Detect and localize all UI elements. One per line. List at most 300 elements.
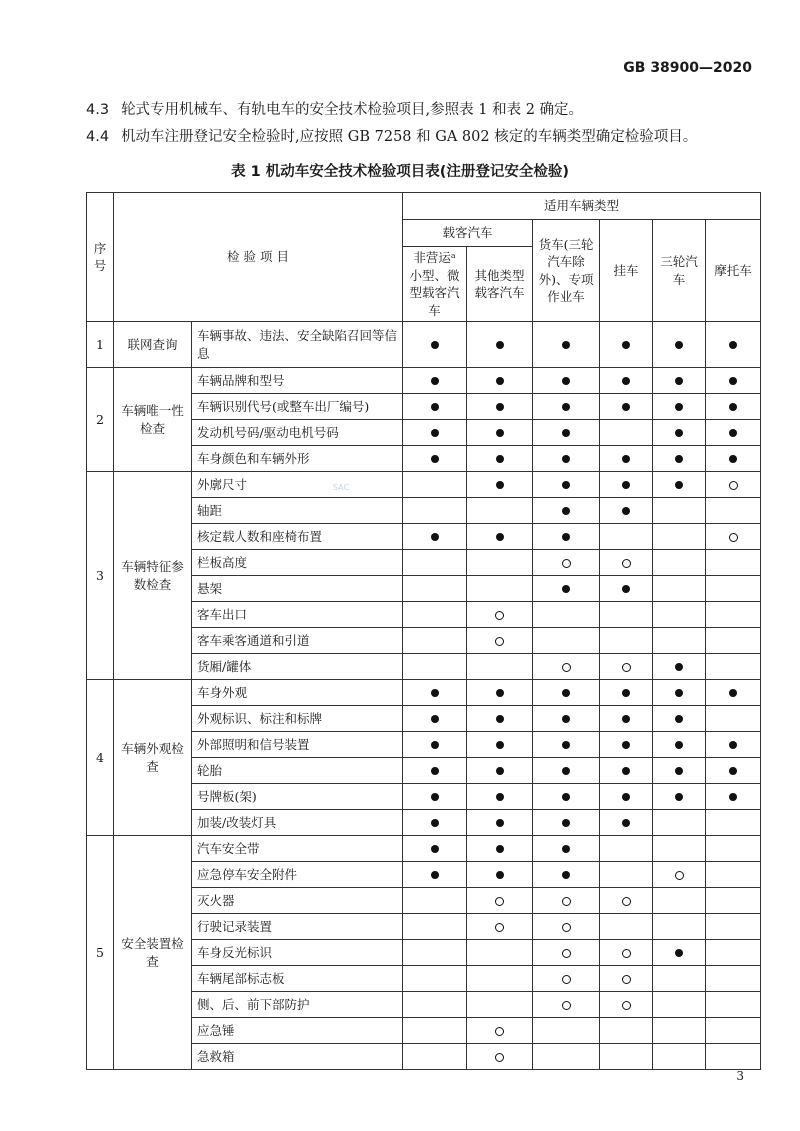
filled-dot-icon: [675, 403, 683, 411]
item-cell: 急救箱: [192, 1044, 403, 1070]
filled-dot-icon: [622, 455, 630, 463]
mark-cell: [403, 368, 467, 394]
filled-dot-icon: [496, 767, 504, 775]
mark-cell: [403, 992, 467, 1018]
filled-dot-icon: [622, 507, 630, 515]
mark-cell: [600, 1044, 653, 1070]
filled-dot-icon: [562, 341, 570, 349]
mark-cell: [706, 810, 761, 836]
filled-dot-icon: [496, 403, 504, 411]
filled-dot-icon: [431, 455, 439, 463]
mark-cell: [600, 732, 653, 758]
col-header-trailer: 挂车: [600, 220, 653, 322]
mark-cell: [467, 576, 533, 602]
group-name-cell: 车辆特征参数检查: [114, 472, 192, 680]
filled-dot-icon: [729, 741, 737, 749]
mark-cell: [467, 680, 533, 706]
item-cell: 行驶记录装置: [192, 914, 403, 940]
group-name-cell: 车辆外观检查: [114, 680, 192, 836]
filled-dot-icon: [562, 585, 570, 593]
col-header-truck: 货车(三轮汽车除外)、专项作业车: [533, 220, 600, 322]
mark-cell: [706, 784, 761, 810]
filled-dot-icon: [431, 767, 439, 775]
mark-cell: [706, 628, 761, 654]
mark-cell: [653, 992, 706, 1018]
filled-dot-icon: [562, 455, 570, 463]
item-cell: 外部照明和信号装置: [192, 732, 403, 758]
item-cell: 号牌板(架): [192, 784, 403, 810]
mark-cell: [706, 732, 761, 758]
mark-cell: [467, 732, 533, 758]
inspection-table: [86, 192, 761, 1070]
filled-dot-icon: [562, 403, 570, 411]
seq-cell: 2: [87, 368, 114, 472]
item-cell: 车身外观: [192, 680, 403, 706]
mark-cell: [467, 758, 533, 784]
filled-dot-icon: [675, 377, 683, 385]
item-cell: 车身反光标识: [192, 940, 403, 966]
seq-cell: 5: [87, 836, 114, 1070]
mark-cell: [653, 940, 706, 966]
open-circle-icon: [562, 975, 571, 984]
table-row: [87, 368, 761, 394]
mark-cell: [403, 550, 467, 576]
mark-cell: [706, 706, 761, 732]
mark-cell: [653, 524, 706, 550]
filled-dot-icon: [562, 793, 570, 801]
mark-cell: [706, 576, 761, 602]
filled-dot-icon: [431, 845, 439, 853]
filled-dot-icon: [675, 455, 683, 463]
filled-dot-icon: [562, 377, 570, 385]
item-cell: 汽车安全带: [192, 836, 403, 862]
col-header-nonop: 非营运ᵃ小型、微型载客汽车: [403, 247, 467, 322]
mark-cell: [403, 498, 467, 524]
mark-cell: [533, 1044, 600, 1070]
mark-cell: [653, 914, 706, 940]
open-circle-icon: [495, 637, 504, 646]
mark-cell: [533, 628, 600, 654]
table-row: [87, 322, 761, 368]
filled-dot-icon: [675, 481, 683, 489]
mark-cell: [533, 394, 600, 420]
mark-cell: [600, 862, 653, 888]
mark-cell: [600, 680, 653, 706]
mark-cell: [403, 628, 467, 654]
mark-cell: [467, 654, 533, 680]
mark-cell: [706, 524, 761, 550]
filled-dot-icon: [675, 741, 683, 749]
table-row: [87, 680, 761, 706]
mark-cell: [403, 576, 467, 602]
filled-dot-icon: [675, 767, 683, 775]
mark-cell: [653, 784, 706, 810]
filled-dot-icon: [729, 767, 737, 775]
mark-cell: [467, 550, 533, 576]
mark-cell: [653, 472, 706, 498]
mark-cell: [403, 784, 467, 810]
item-cell: 核定载人数和座椅布置: [192, 524, 403, 550]
mark-cell: [653, 654, 706, 680]
item-cell: 客车出口: [192, 602, 403, 628]
mark-cell: [653, 322, 706, 368]
filled-dot-icon: [431, 819, 439, 827]
filled-dot-icon: [562, 871, 570, 879]
filled-dot-icon: [622, 689, 630, 697]
mark-cell: [600, 498, 653, 524]
mark-cell: [533, 732, 600, 758]
item-cell: 轮胎: [192, 758, 403, 784]
open-circle-icon: [562, 949, 571, 958]
mark-cell: [653, 602, 706, 628]
group-name-cell: 联网查询: [114, 322, 192, 368]
open-circle-icon: [495, 611, 504, 620]
mark-cell: [403, 420, 467, 446]
col-header-moto: 摩托车: [706, 220, 761, 322]
mark-cell: [467, 1044, 533, 1070]
mark-cell: [600, 550, 653, 576]
group-name-cell: 安全装置检查: [114, 836, 192, 1070]
mark-cell: [467, 888, 533, 914]
mark-cell: [653, 420, 706, 446]
item-cell: 车辆识别代号(或整车出厂编号): [192, 394, 403, 420]
filled-dot-icon: [622, 767, 630, 775]
mark-cell: [403, 394, 467, 420]
mark-cell: [600, 966, 653, 992]
filled-dot-icon: [675, 689, 683, 697]
open-circle-icon: [622, 663, 631, 672]
mark-cell: [600, 420, 653, 446]
clause-4-3: [86, 98, 583, 119]
watermark-logo: SAC: [332, 483, 350, 492]
filled-dot-icon: [729, 341, 737, 349]
mark-cell: [600, 472, 653, 498]
mark-cell: [600, 888, 653, 914]
open-circle-icon: [495, 923, 504, 932]
open-circle-icon: [495, 1053, 504, 1062]
filled-dot-icon: [496, 741, 504, 749]
open-circle-icon: [622, 897, 631, 906]
mark-cell: [467, 992, 533, 1018]
mark-cell: [467, 628, 533, 654]
mark-cell: [653, 394, 706, 420]
mark-cell: [467, 784, 533, 810]
mark-cell: [600, 602, 653, 628]
filled-dot-icon: [622, 741, 630, 749]
mark-cell: [653, 1018, 706, 1044]
item-cell: 车辆品牌和型号: [192, 368, 403, 394]
filled-dot-icon: [431, 741, 439, 749]
filled-dot-icon: [431, 689, 439, 697]
mark-cell: [403, 888, 467, 914]
mark-cell: [706, 1018, 761, 1044]
mark-cell: [533, 784, 600, 810]
mark-cell: [533, 368, 600, 394]
filled-dot-icon: [729, 377, 737, 385]
filled-dot-icon: [622, 819, 630, 827]
page-number: 3: [736, 1069, 744, 1083]
mark-cell: [600, 394, 653, 420]
clause-text: 机动车注册登记安全检验时,应按照 GB 7258 和 GA 802 核定的车辆类型确定检验项目。: [121, 129, 698, 145]
table-row: [87, 472, 761, 498]
mark-cell: [403, 966, 467, 992]
mark-cell: [467, 498, 533, 524]
mark-cell: [533, 524, 600, 550]
mark-cell: [706, 394, 761, 420]
mark-cell: [403, 810, 467, 836]
mark-cell: [600, 524, 653, 550]
mark-cell: [467, 472, 533, 498]
item-cell: 外廓尺寸: [192, 472, 403, 498]
filled-dot-icon: [431, 377, 439, 385]
mark-cell: [653, 706, 706, 732]
filled-dot-icon: [496, 377, 504, 385]
filled-dot-icon: [675, 715, 683, 723]
mark-cell: [533, 888, 600, 914]
mark-cell: [533, 758, 600, 784]
mark-cell: [600, 1018, 653, 1044]
filled-dot-icon: [622, 715, 630, 723]
mark-cell: [600, 322, 653, 368]
mark-cell: [706, 1044, 761, 1070]
mark-cell: [600, 628, 653, 654]
item-cell: 外观标识、标注和标牌: [192, 706, 403, 732]
filled-dot-icon: [562, 533, 570, 541]
mark-cell: [600, 576, 653, 602]
item-cell: 灭火器: [192, 888, 403, 914]
mark-cell: [653, 836, 706, 862]
mark-cell: [600, 836, 653, 862]
seq-cell: 3: [87, 472, 114, 680]
filled-dot-icon: [431, 871, 439, 879]
filled-dot-icon: [729, 689, 737, 697]
mark-cell: [706, 472, 761, 498]
filled-dot-icon: [431, 429, 439, 437]
mark-cell: [533, 322, 600, 368]
mark-cell: [600, 992, 653, 1018]
open-circle-icon: [562, 663, 571, 672]
mark-cell: [533, 966, 600, 992]
mark-cell: [467, 862, 533, 888]
mark-cell: [653, 966, 706, 992]
mark-cell: [403, 322, 467, 368]
filled-dot-icon: [496, 715, 504, 723]
col-header-applicable: 适用车辆类型: [403, 193, 761, 220]
mark-cell: [403, 706, 467, 732]
item-cell: 栏板高度: [192, 550, 403, 576]
mark-cell: [653, 732, 706, 758]
mark-cell: [403, 1018, 467, 1044]
mark-cell: [706, 862, 761, 888]
open-circle-icon: [622, 975, 631, 984]
mark-cell: [653, 576, 706, 602]
mark-cell: [706, 758, 761, 784]
filled-dot-icon: [622, 481, 630, 489]
mark-cell: [706, 498, 761, 524]
mark-cell: [467, 810, 533, 836]
mark-cell: [533, 446, 600, 472]
mark-cell: [706, 420, 761, 446]
open-circle-icon: [729, 533, 738, 542]
mark-cell: [653, 810, 706, 836]
filled-dot-icon: [562, 845, 570, 853]
mark-cell: [706, 888, 761, 914]
mark-cell: [653, 862, 706, 888]
mark-cell: [706, 368, 761, 394]
mark-cell: [533, 706, 600, 732]
mark-cell: [467, 420, 533, 446]
filled-dot-icon: [431, 403, 439, 411]
filled-dot-icon: [675, 429, 683, 437]
item-cell: 货厢/罐体: [192, 654, 403, 680]
mark-cell: [600, 706, 653, 732]
item-cell: 车辆事故、违法、安全缺陷召回等信息: [192, 322, 403, 368]
filled-dot-icon: [431, 715, 439, 723]
table-title: 表 1 机动车安全技术检验项目表(注册登记安全检验): [231, 164, 569, 180]
filled-dot-icon: [622, 403, 630, 411]
mark-cell: [600, 784, 653, 810]
filled-dot-icon: [562, 715, 570, 723]
item-cell: 车辆尾部标志板: [192, 966, 403, 992]
filled-dot-icon: [496, 871, 504, 879]
mark-cell: [653, 888, 706, 914]
filled-dot-icon: [729, 793, 737, 801]
mark-cell: [467, 524, 533, 550]
mark-cell: [600, 368, 653, 394]
filled-dot-icon: [622, 341, 630, 349]
item-cell: 车身颜色和车辆外形: [192, 446, 403, 472]
group-name-cell: 车辆唯一性检查: [114, 368, 192, 472]
mark-cell: [533, 498, 600, 524]
mark-cell: [706, 550, 761, 576]
mark-cell: [403, 602, 467, 628]
filled-dot-icon: [675, 949, 683, 957]
mark-cell: [533, 940, 600, 966]
mark-cell: [533, 550, 600, 576]
filled-dot-icon: [496, 819, 504, 827]
filled-dot-icon: [622, 793, 630, 801]
mark-cell: [403, 732, 467, 758]
mark-cell: [533, 862, 600, 888]
filled-dot-icon: [562, 481, 570, 489]
filled-dot-icon: [431, 533, 439, 541]
mark-cell: [467, 836, 533, 862]
mark-cell: [653, 628, 706, 654]
mark-cell: [403, 914, 467, 940]
mark-cell: [403, 940, 467, 966]
filled-dot-icon: [562, 429, 570, 437]
item-cell: 客车乘客通道和引道: [192, 628, 403, 654]
filled-dot-icon: [729, 455, 737, 463]
mark-cell: [533, 602, 600, 628]
col-header-item: 检 验 项 目: [114, 193, 403, 322]
filled-dot-icon: [431, 341, 439, 349]
mark-cell: [600, 810, 653, 836]
open-circle-icon: [729, 481, 738, 490]
mark-cell: [403, 680, 467, 706]
mark-cell: [706, 992, 761, 1018]
mark-cell: [467, 446, 533, 472]
filled-dot-icon: [562, 819, 570, 827]
filled-dot-icon: [562, 741, 570, 749]
filled-dot-icon: [496, 533, 504, 541]
table-row: [87, 836, 761, 862]
inspection-table-container: [86, 192, 761, 1070]
filled-dot-icon: [675, 341, 683, 349]
mark-cell: [533, 914, 600, 940]
open-circle-icon: [495, 897, 504, 906]
mark-cell: [533, 472, 600, 498]
col-header-tricycle: 三轮汽车: [653, 220, 706, 322]
mark-cell: [653, 498, 706, 524]
seq-cell: 4: [87, 680, 114, 836]
col-header-seq: 序号: [87, 193, 114, 322]
mark-cell: [653, 680, 706, 706]
filled-dot-icon: [675, 663, 683, 671]
filled-dot-icon: [496, 845, 504, 853]
mark-cell: [403, 472, 467, 498]
mark-cell: [600, 654, 653, 680]
mark-cell: [653, 368, 706, 394]
mark-cell: [533, 1018, 600, 1044]
standard-number: GB 38900—2020: [623, 60, 752, 76]
item-cell: 应急锤: [192, 1018, 403, 1044]
mark-cell: [533, 654, 600, 680]
mark-cell: [467, 322, 533, 368]
filled-dot-icon: [562, 767, 570, 775]
mark-cell: [467, 940, 533, 966]
mark-cell: [403, 758, 467, 784]
item-cell: 轴距: [192, 498, 403, 524]
open-circle-icon: [495, 1027, 504, 1036]
clause-4-4: [86, 125, 697, 146]
mark-cell: [403, 836, 467, 862]
item-cell: 发动机号码/驱动电机号码: [192, 420, 403, 446]
mark-cell: [600, 758, 653, 784]
mark-cell: [706, 914, 761, 940]
mark-cell: [706, 322, 761, 368]
col-header-passenger: 载客汽车: [403, 220, 533, 247]
mark-cell: [403, 524, 467, 550]
open-circle-icon: [622, 949, 631, 958]
mark-cell: [706, 446, 761, 472]
mark-cell: [600, 446, 653, 472]
mark-cell: [403, 862, 467, 888]
mark-cell: [653, 758, 706, 784]
filled-dot-icon: [431, 793, 439, 801]
seq-cell: 1: [87, 322, 114, 368]
filled-dot-icon: [496, 455, 504, 463]
mark-cell: [706, 836, 761, 862]
filled-dot-icon: [562, 689, 570, 697]
mark-cell: [467, 394, 533, 420]
clause-text: 轮式专用机械车、有轨电车的安全技术检验项目,参照表 1 和表 2 确定。: [121, 102, 584, 118]
mark-cell: [533, 836, 600, 862]
mark-cell: [600, 914, 653, 940]
mark-cell: [403, 1044, 467, 1070]
item-cell: 应急停车安全附件: [192, 862, 403, 888]
mark-cell: [533, 680, 600, 706]
filled-dot-icon: [496, 481, 504, 489]
mark-cell: [467, 914, 533, 940]
mark-cell: [467, 966, 533, 992]
open-circle-icon: [562, 897, 571, 906]
mark-cell: [706, 940, 761, 966]
mark-cell: [533, 576, 600, 602]
filled-dot-icon: [496, 689, 504, 697]
filled-dot-icon: [622, 585, 630, 593]
filled-dot-icon: [622, 377, 630, 385]
